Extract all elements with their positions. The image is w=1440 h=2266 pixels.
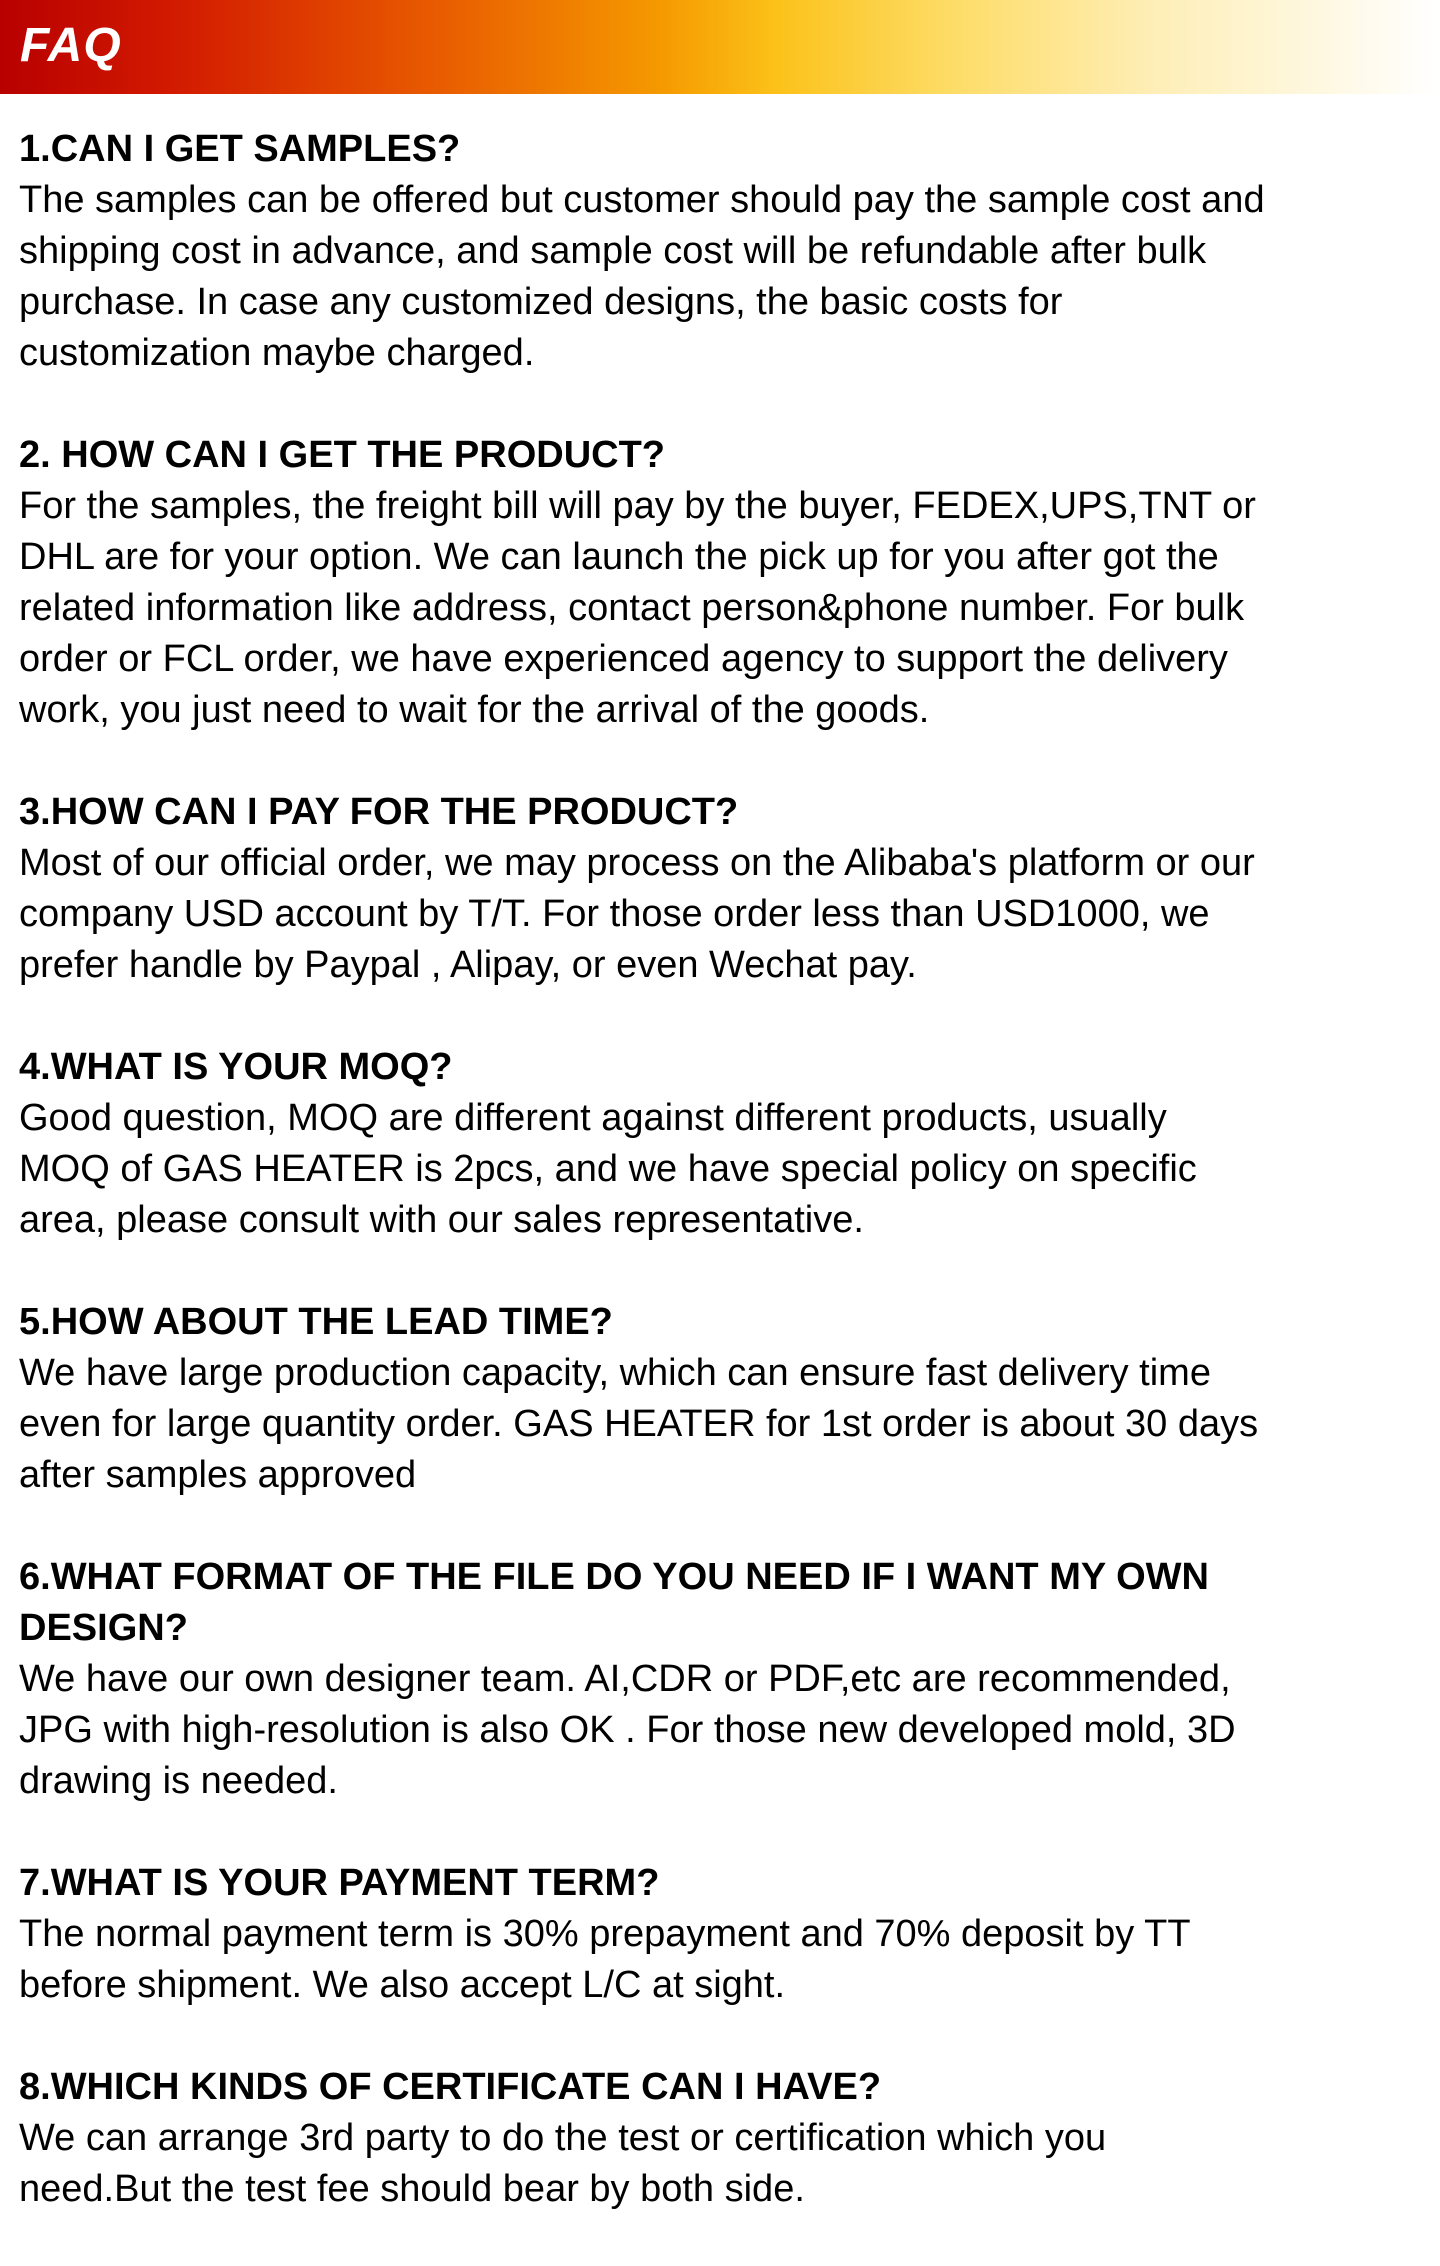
faq-item-get-product <box>19 430 1429 736</box>
faq-item-payment-method <box>19 787 1429 991</box>
faq-question: 4.WHAT IS YOUR MOQ? <box>19 1046 453 1088</box>
faq-answer: The normal payment term is 30% prepayment and 70% deposit by TT before shipment. We also accept L/C at sight. <box>19 1913 1191 2006</box>
faq-answer: The samples can be offered but customer should pay the sample cost and shipping cost in advance, and sample cost will be refundable after bulk purchase. In case any customized designs, the basic costs for customization maybe charged. <box>19 179 1265 374</box>
faq-answer: We have our own designer team. AI,CDR or PDF,etc are recommended, JPG with high-resolution is also OK . For those new developed mold, 3D drawing is needed. <box>19 1658 1236 1802</box>
faq-list <box>19 124 1429 2266</box>
faq-question: 6.WHAT FORMAT OF THE FILE DO YOU NEED IF I WANT MY OWN DESIGN? <box>19 1556 1209 1649</box>
faq-item-certificate <box>19 2062 1429 2215</box>
faq-question: 1.CAN I GET SAMPLES? <box>19 128 461 170</box>
page-title: FAQ <box>20 19 122 72</box>
faq-item-samples <box>19 124 1429 379</box>
faq-item-moq <box>19 1042 1429 1246</box>
faq-answer: Good question, MOQ are different against different products, usually MOQ of GAS HEATER is 2pcs, and we have special policy on specific area, please consult with our sales representative. <box>19 1097 1197 1241</box>
faq-question: 5.HOW ABOUT THE LEAD TIME? <box>19 1301 613 1343</box>
faq-question: 7.WHAT IS YOUR PAYMENT TERM? <box>19 1862 660 1904</box>
faq-item-lead-time <box>19 1297 1429 1501</box>
faq-question: 2. HOW CAN I GET THE PRODUCT? <box>19 434 665 476</box>
faq-answer: We can arrange 3rd party to do the test or certification which you need.But the test fee should bear by both side. <box>19 2117 1107 2210</box>
faq-question: 8.WHICH KINDS OF CERTIFICATE CAN I HAVE? <box>19 2066 882 2108</box>
faq-answer: For the samples, the freight bill will pay by the buyer, FEDEX,UPS,TNT or DHL are for your option. We can launch the pick up for you after got the related information like address, contact person&phone number. For bulk order or FCL order, we have experienced agency to support the delivery work, you just need to wait for the arrival of the goods. <box>19 485 1256 731</box>
faq-item-file-format <box>19 1552 1429 1807</box>
faq-header-banner <box>0 0 1440 94</box>
faq-answer: Most of our official order, we may process on the Alibaba's platform or our company USD account by T/T. For those order less than USD1000, we prefer handle by Paypal , Alipay, or even Wechat pay. <box>19 842 1255 986</box>
faq-item-payment-term <box>19 1858 1429 2011</box>
faq-question: 3.HOW CAN I PAY FOR THE PRODUCT? <box>19 791 739 833</box>
faq-answer: We have large production capacity, which can ensure fast delivery time even for large quantity order. GAS HEATER for 1st order is about 30 days after samples approved <box>19 1352 1259 1496</box>
